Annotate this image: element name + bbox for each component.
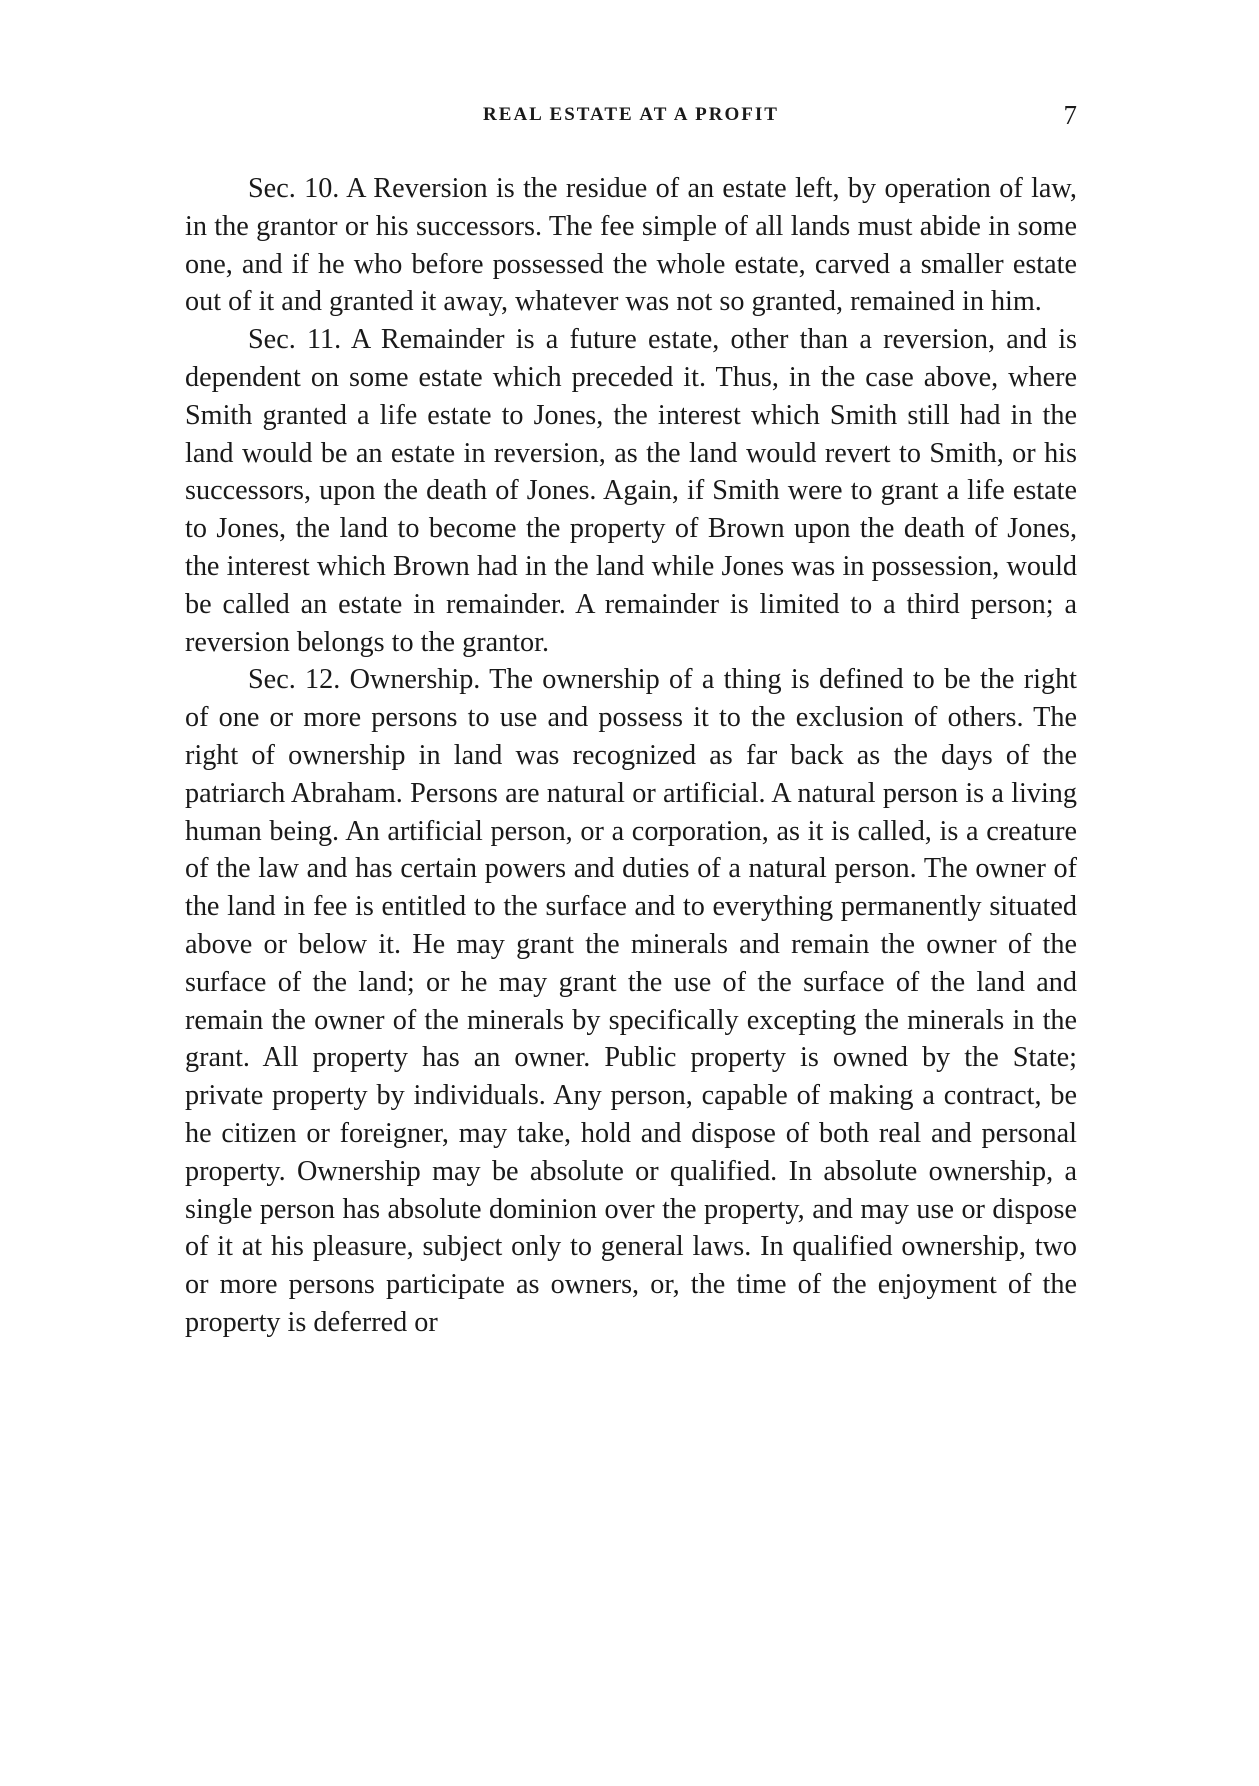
section-label: Sec. 10. bbox=[248, 173, 340, 204]
running-title: REAL ESTATE AT A PROFIT bbox=[483, 104, 779, 125]
paragraph-text: A Reversion is the residue of an estate left, by operation of law, in the grantor or his successors. The fee simple of all lands must abide in some one, and if he who before possessed the whole estate, carved a smaller estate out of it and granted it away, whatever was not so granted, remained in him. bbox=[185, 173, 1077, 318]
paragraph-sec-10 bbox=[185, 170, 1077, 321]
paragraph-sec-11 bbox=[185, 321, 1077, 661]
paragraph-text: A Remainder is a future estate, other than a reversion, and is dependent on some estate which preceded it. Thus, in the case above, where Smith granted a life estate to Jones, the interest which Smith still had in the land would be an estate in reversion, as the land would revert to Smith, or his successors, upon the death of Jones. Again, if Smith were to grant a life estate to Jones, the land to become the property of Brown upon the death of Jones, the interest which Brown had in the land while Jones was in possession, would be called an estate in remainder. A remainder is limited to a third person; a reversion belongs to the grantor. bbox=[185, 324, 1077, 658]
page-number: 7 bbox=[1063, 100, 1077, 130]
page-header bbox=[185, 100, 1077, 134]
paragraph-text: Ownership. The ownership of a thing is defined to be the right of one or more persons to use and possess it to the exclusion of others. The right of ownership in land was recognized as far back as the days of the patriarch Abraham. Persons are natural or artificial. A natural person is a living human being. An artificial person, or a corporation, as it is called, is a creature of the law and has certain powers and duties of a natural person. The owner of the land in fee is entitled to the surface and to everything permanently situated above or below it. He may grant the minerals and remain the owner of the surface of the land; or he may grant the use of the surface of the land and remain the owner of the minerals by specifically excepting the minerals in the grant. All property has an owner. Public property is owned by the State; private property by individuals. Any person, capable of making a contract, be he citizen or foreigner, may take, hold and dispose of both real and personal property. Ownership may be absolute or qualified. In absolute ownership, a single person has absolute dominion over the property, and may use or dispose of it at his pleasure, subject only to general laws. In qualified ownership, two or more persons participate as owners, or, the time of the enjoyment of the property is deferred or bbox=[185, 664, 1077, 1338]
body-text bbox=[185, 170, 1077, 1342]
section-label: Sec. 11. bbox=[248, 324, 342, 356]
section-label: Sec. 12. bbox=[248, 664, 341, 696]
paragraph-sec-12 bbox=[185, 661, 1077, 1341]
